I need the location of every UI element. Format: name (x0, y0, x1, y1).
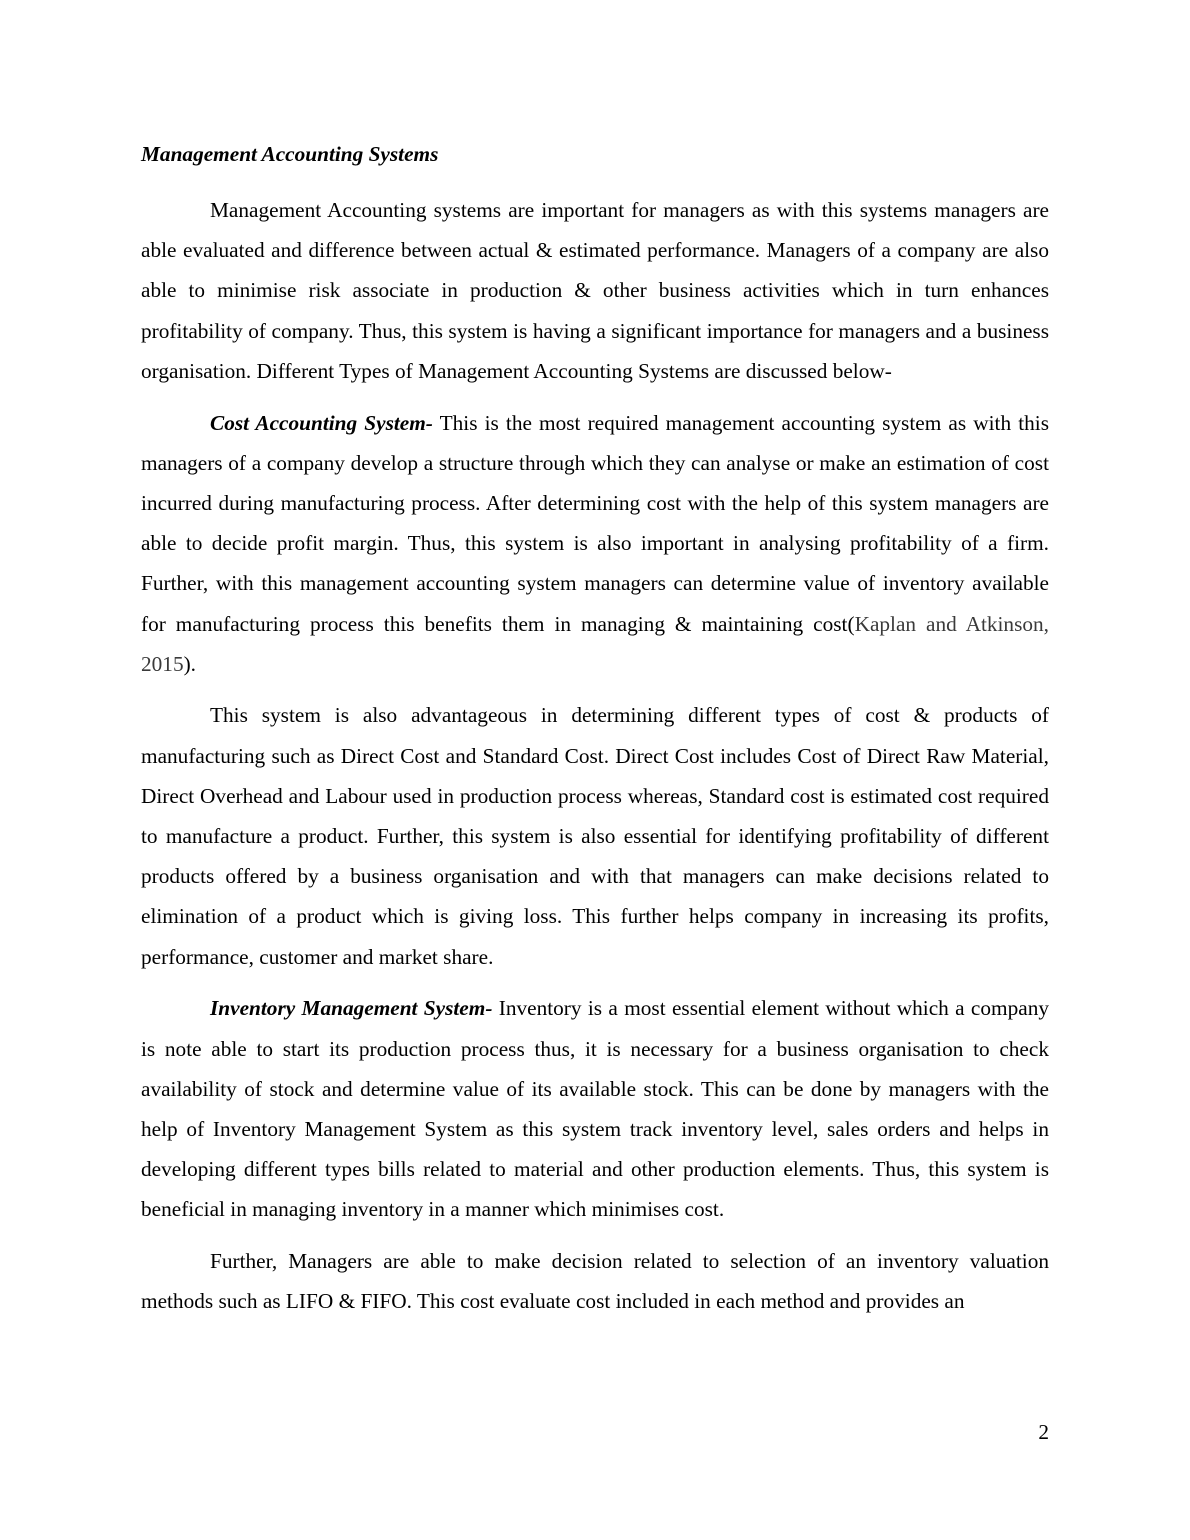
citation: Kaplan and Atkinson, 2015 (141, 611, 1049, 676)
document-body (141, 139, 1049, 1333)
paragraph-text: This system is also advantageous in determining different types of cost & products of manufacturing such as Direct Cost and Standard Cost. Direct Cost includes Cost of Direct Raw Material, Direct Overhead and Labour used in production process whereas, Standard cost is estimated cost required to manufacture a product. Further, this system is also essential for identifying profitability of different products offered by a business organisation and with that managers can make decisions related to elimination of a product which is giving loss. This further helps company in increasing its profits, performance, customer and market share. (141, 703, 1049, 969)
paragraph-text: Management Accounting systems are important for managers as with this systems managers are able evaluated and difference between actual & estimated performance. Managers of a company are also able to minimise risk associate in production & other business activities which in turn enhances profitability of company. Thus, this system is having a significant importance for managers and a business organisation. Different Types of Management Accounting Systems are discussed below- (141, 198, 1049, 383)
paragraph-cost-accounting (141, 403, 1049, 684)
paragraph-intro (141, 190, 1049, 391)
citation-close: ). (183, 651, 197, 676)
page-number: 2 (1038, 1420, 1049, 1444)
paragraph-cost-types (141, 695, 1049, 976)
paragraph-text: Further, Managers are able to make decision related to selection of an inventory valuation methods such as LIFO & FIFO. This cost evaluate cost included in each method and provides an (141, 1249, 1049, 1314)
paragraph-text: This is the most required management accounting system as with this managers of a company develop a structure through which they can analyse or make an estimation of cost incurred during manufacturing process. After determining cost with the help of this system managers are able to decide profit margin. Thus, this system is also important in analysing profitability of a firm. Further, with this management accounting system managers can determine value of inventory available for manufacturing process this benefits them in managing & maintaining cost( (141, 410, 1049, 636)
paragraph-lead-term: Inventory Management System- (210, 996, 493, 1021)
section-heading: Management Accounting Systems (141, 142, 439, 166)
paragraph-text: Inventory is a most essential element without which a company is note able to start its production process thus, it is necessary for a business organisation to check availability of stock and determine value of its available stock. This can be done by managers with the help of Inventory Management System as this system track inventory level, sales orders and helps in developing different types bills related to material and other production elements. Thus, this system is beneficial in managing inventory in a manner which minimises cost. (141, 996, 1049, 1222)
paragraph-inventory-management (141, 988, 1049, 1229)
paragraph-valuation-methods (141, 1241, 1049, 1321)
paragraph-lead-term: Cost Accounting System- (210, 410, 433, 435)
